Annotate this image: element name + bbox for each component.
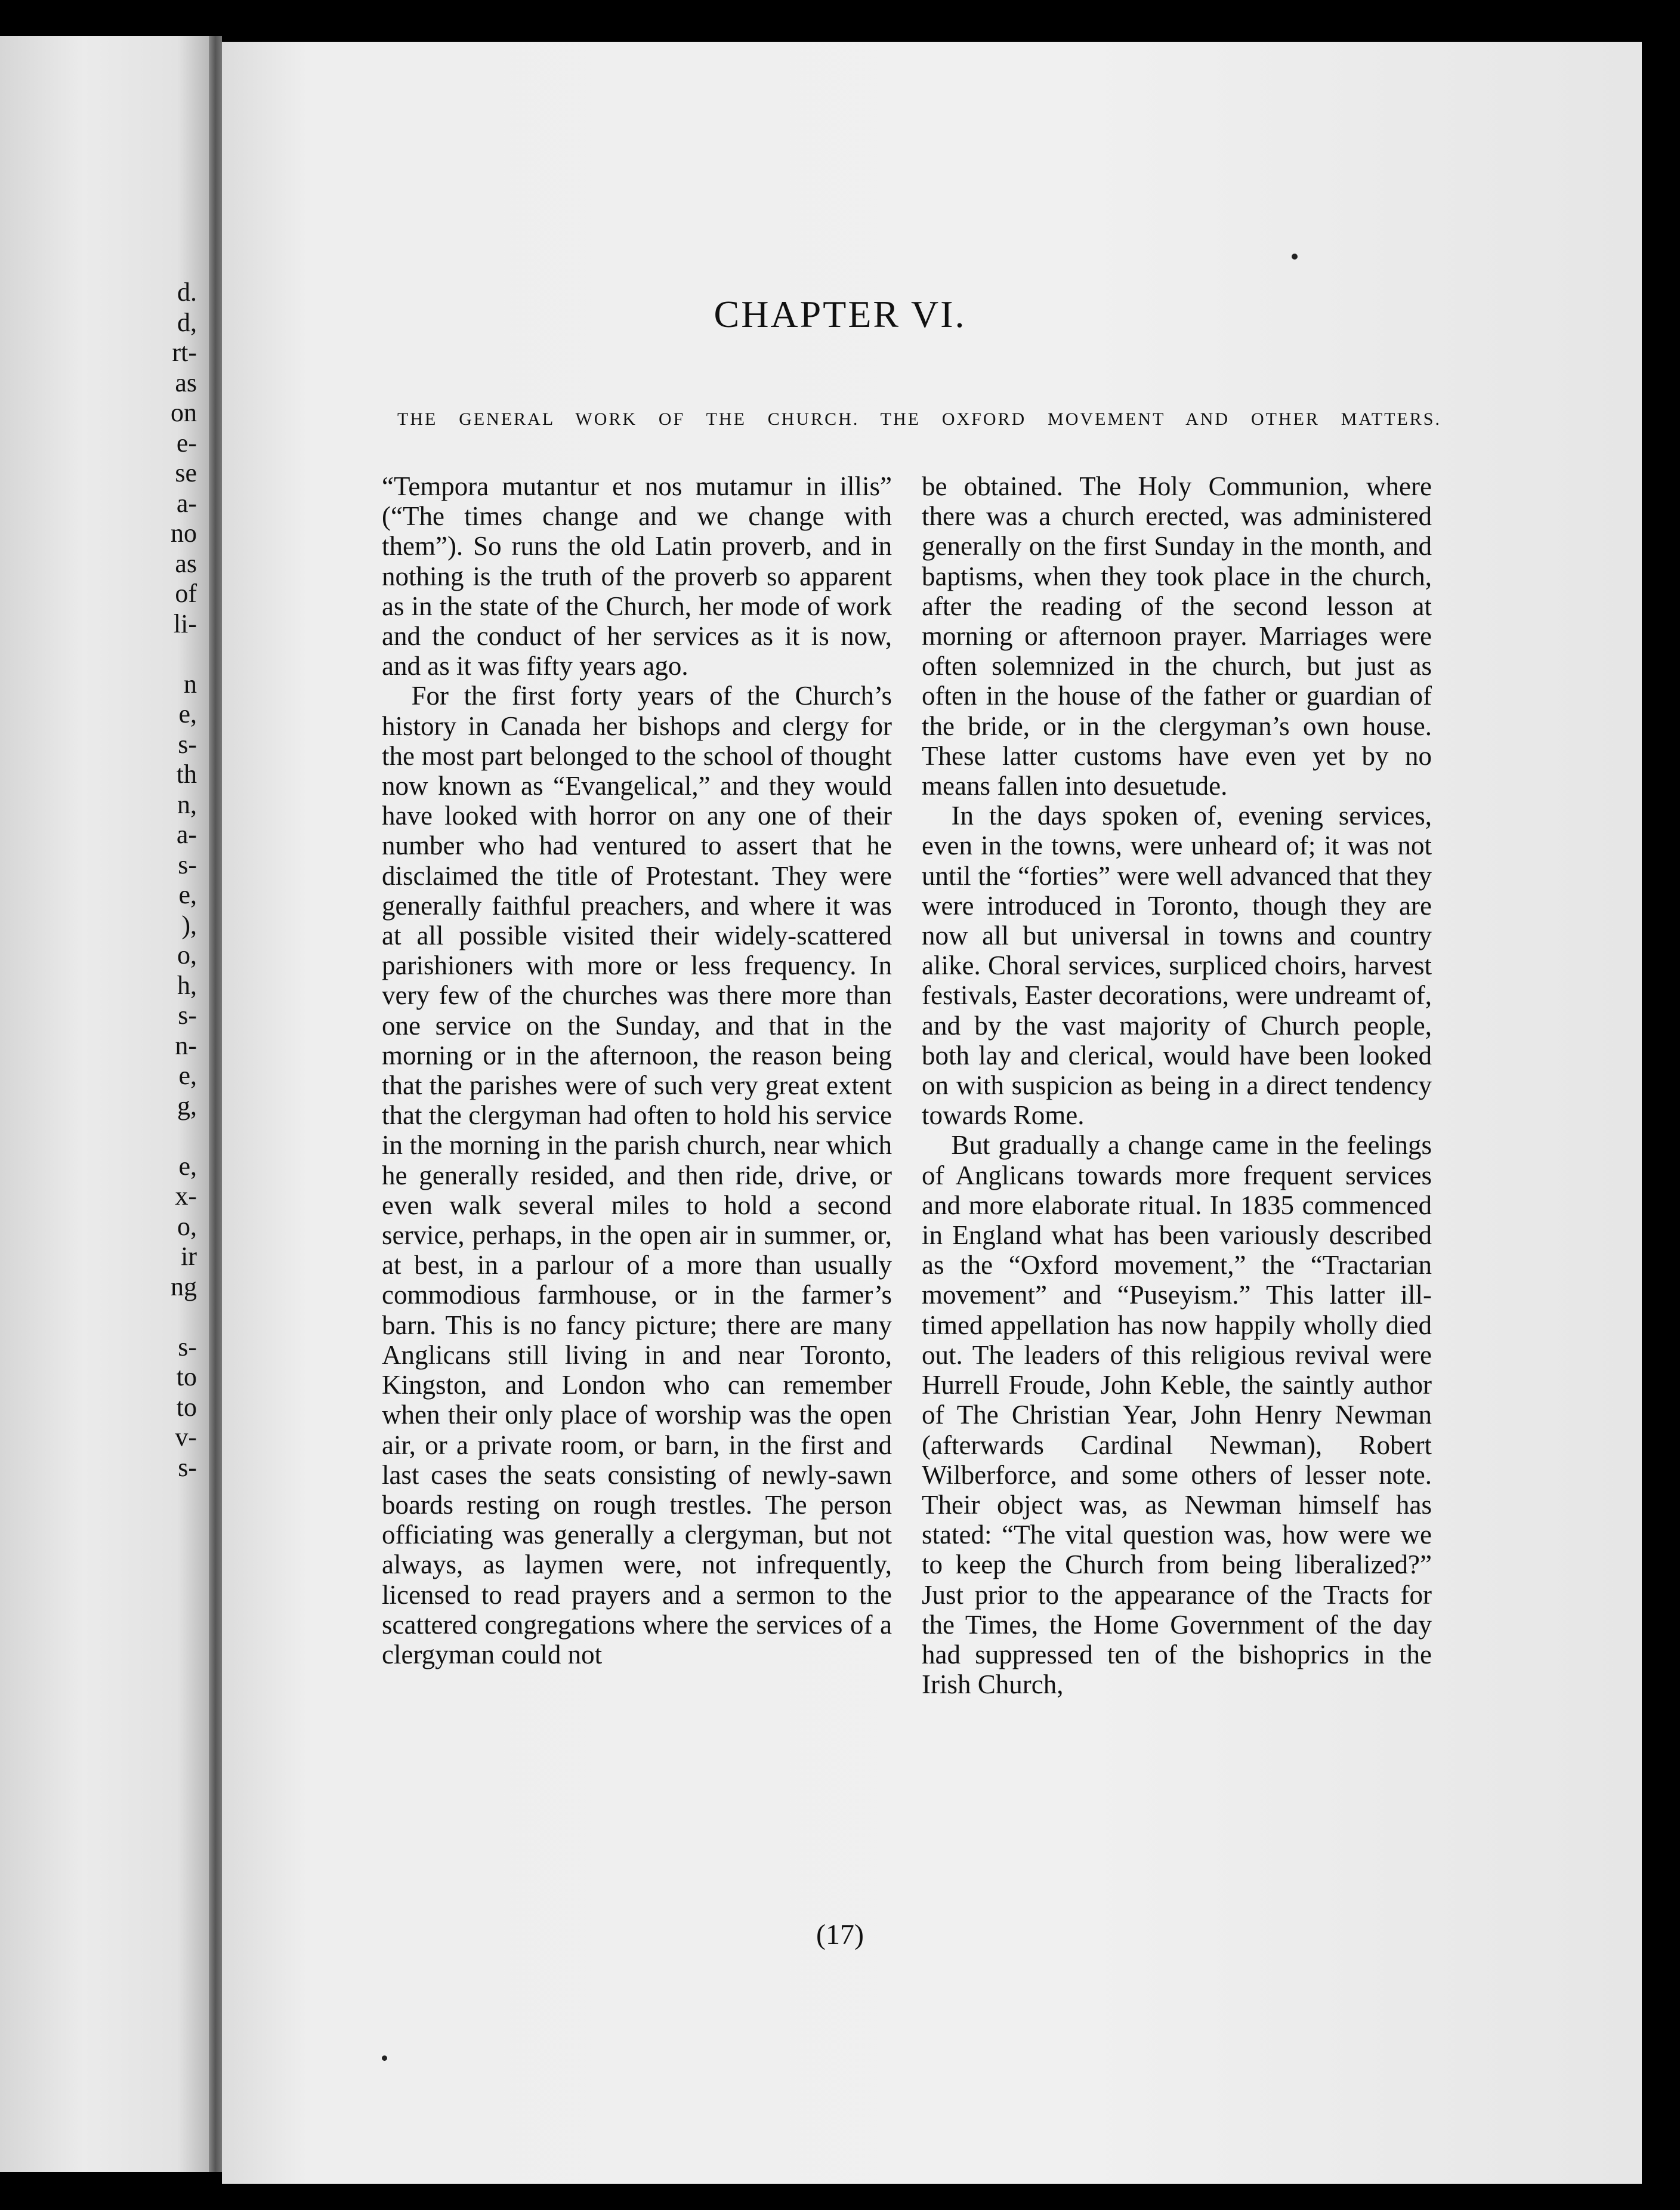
facing-page-fragment: li- [173,609,197,638]
chapter-subtitle: THE GENERAL WORK OF THE CHURCH. THE OXFORD MOVEMENT AND OTHER MATTERS. [397,409,1441,429]
facing-page-fragment: no [171,518,197,548]
facing-page-fragment: se [175,458,197,487]
facing-page-fragment: n, [177,789,197,819]
facing-page-fragment: h, [177,970,197,1000]
facing-page-fragment: rt- [172,338,197,367]
facing-page-fragment: s- [178,729,197,759]
facing-page-fragment: o, [177,940,197,970]
facing-page-fragment: s- [178,850,197,879]
facing-page-fragment: g, [177,1091,197,1121]
facing-page-fragment: a- [176,488,197,518]
text-column-right [922,471,1432,1699]
facing-page-fragment: s- [178,1452,197,1482]
paragraph: For the first forty years of the Church’s history in Canada her bishops and clergy for the most part belonged to the school of thought now known as “Evangelical,” and they would have looked with horror on any one of their number who had ventured to assert that he disclaimed the title of Protestant. They were generally faithful preachers, and where it was at all possible visited their widely-scattered parishioners with more or less frequency. In very few of the churches was there more than one service on the Sunday, and that in the morning or in the afternoon, the reason being that the parishes were of such very great extent that the clergyman had often to hold his service in the morning in the parish church, near which he generally resided, and then ride, drive, or even walk several miles to hold a second service, perhaps, in the open air in summer, or, at best, in a parlour of a more than usually commodious farmhouse, or in the farmer’s barn. This is no fancy picture; there are many Anglicans still living in and near Toronto, Kingston, and London who can remember when their only place of worship was the open air, or a private room, or barn, in the first and last cases the seats consisting of newly-sawn boards resting on rough trestles. The person officiating was generally a clergyman, but not always, as laymen were, not infrequently, licensed to read prayers and a sermon to the scattered congregations where the services of a clergyman could not [382,681,892,1669]
facing-page-fragment: to [176,1392,197,1422]
facing-page-fragment: d, [177,307,197,337]
page-number: (17) [816,1919,864,1950]
facing-page-fragment: ng [171,1271,197,1301]
facing-page-fragment: d. [177,277,197,307]
paragraph: “Tempora mutantur et nos mutamur in illis” (“The times change and we change with them”). So runs the old Latin proverb, and in nothing is the truth of the proverb so apparent as in the state of the Church, her mode of work and the conduct of her services as it is now, and as it was fifty years ago. [382,471,892,681]
paragraph: But gradually a change came in the feelings of Anglicans towards more frequent services and more elaborate ritual. In 1835 commenced in England what has been variously described as the “Oxford movement,” the “Tractarian movement” and “Puseyism.” This latter ill-timed appellation has now happily wholly died out. The leaders of this religious revival were Hurrell Froude, John Keble, the saintly author of The Christian Year, John Henry Newman (afterwards Cardinal Newman), Robert Wilberforce, and some others of lesser note. Their object was, as Newman himself has stated: “The vital question was, how were we to keep the Church from being liberalized?” Just prior to the appearance of the Tracts for the Times, the Home Government of the day had suppressed ten of the bishoprics in the Irish Church, [922,1130,1432,1700]
book-gutter [209,36,222,2172]
paragraph: In the days spoken of, evening services, even in the towns, were unheard of; it was not until the “forties” were well advanced that they were introduced in Toronto, though they are now all but universal in towns and country alike. Choral services, surpliced choirs, harvest festivals, Easter decorations, were undreamt of, and by the vast majority of Church people, both lay and clerical, would have been looked on with suspicion as being in a direct tendency towards Rome. [922,801,1432,1131]
facing-page-fragment: e, [178,699,197,729]
ink-speck [382,2055,387,2061]
chapter-title: CHAPTER VI. [714,293,966,335]
facing-page-fragment: v- [175,1422,197,1452]
facing-page-fragment: on [171,398,197,427]
facing-page-fragment: n- [175,1030,197,1060]
facing-page-fragment: ), [181,910,197,940]
facing-page-fragment: e, [178,880,197,909]
page-edge-shadow [1642,66,1680,2210]
facing-page-fragment: o, [177,1211,197,1241]
facing-page-fragment: ir [181,1242,197,1271]
facing-page-fragment: as [175,548,197,578]
facing-page [0,36,209,2172]
facing-page-fragment: a- [176,820,197,849]
facing-page-fragment: e- [176,428,197,458]
facing-page-fragment: e, [178,1061,197,1090]
facing-page-fragment: x- [175,1181,197,1211]
facing-page-fragment: th [176,760,197,789]
ink-speck [1292,254,1298,260]
facing-page-fragment: as [175,368,197,397]
facing-page-fragment: of [175,579,197,608]
facing-page-fragment: s- [178,1332,197,1362]
facing-page-fragment: n [184,669,197,699]
facing-page-fragment: to [176,1362,197,1391]
facing-page-fragment: e, [178,1151,197,1181]
text-column-left [382,471,892,1669]
facing-page-fragment: s- [178,1001,197,1030]
paragraph: be obtained. The Holy Communion, where there was a church erected, was administered generally on the first Sunday in the month, and baptisms, when they took place in the church, after the reading of the second lesson at morning or afternoon prayer. Marriages were often solemnized in the church, but just as often in the house of the father or guardian of the bride, or in the clergyman’s own house. These latter customs have even yet by no means fallen into desuetude. [922,471,1432,801]
